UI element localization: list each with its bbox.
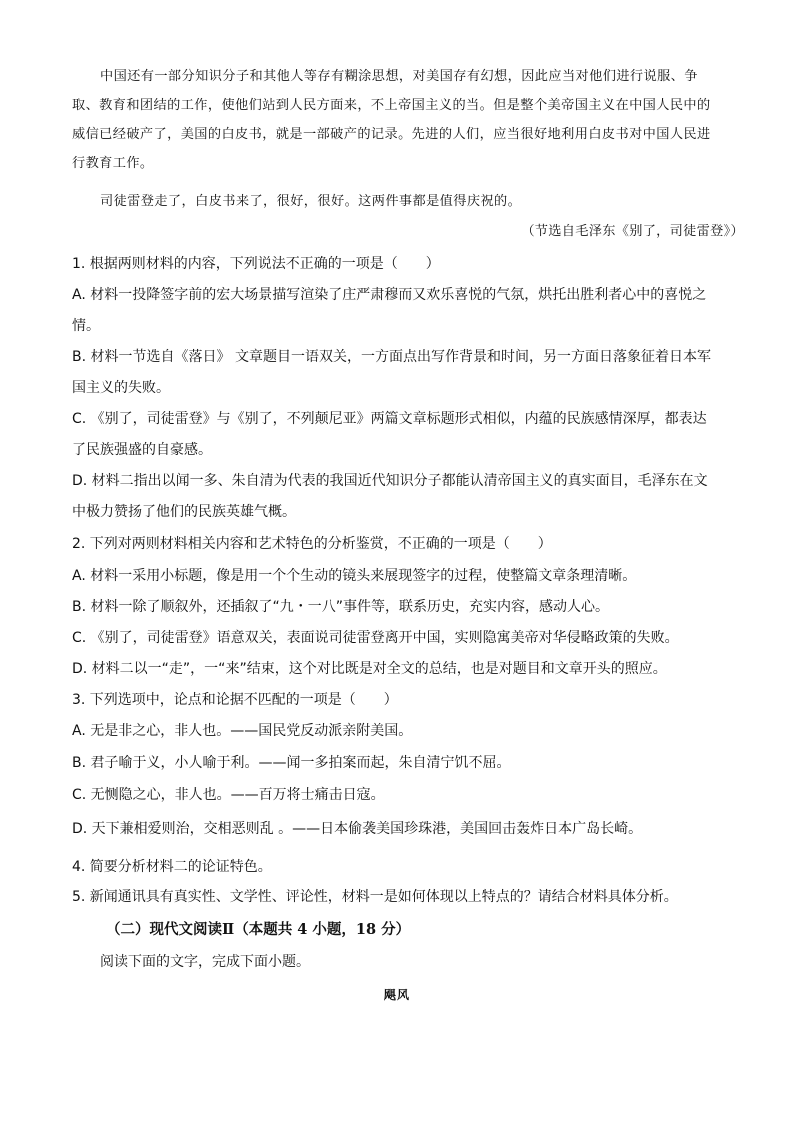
- question-2-stem: 2. 下列对两则材料相关内容和艺术特色的分析鉴赏，不正确的一项是（ ）: [72, 536, 552, 552]
- question-1-stem: 1. 根据两则材料的内容，下列说法不正确的一项是（ ）: [72, 256, 440, 272]
- question-1-option-c: C. 《别了，司徒雷登》与《别了，不列颠尼亚》两篇文章标题形式相似，内蕴的民族感情深厚，都表达了民族强盛的自豪感。: [72, 411, 707, 458]
- question-3-option-c: C. 无恻隐之心，非人也。——百万将士痛击日寇。: [72, 787, 385, 803]
- question-2-option-a: A. 材料一采用小标题，像是用一个个生动的镜头来展现签字的过程，使整篇文章条理清晰。: [72, 568, 637, 584]
- question-1-option-a: A. 材料一投降签字前的宏大场景描写渲染了庄严肃穆而又欢乐喜悦的气氛，烘托出胜利者心中的喜悦之情。: [72, 287, 707, 334]
- question-3-option-d: D. 天下兼相爱则治，交相恶则乱 。——日本偷袭美国珍珠港，美国回击轰炸日本广岛长崎。: [72, 821, 643, 837]
- question-3-stem: 3. 下列选项中，论点和论据不匹配的一项是（ ）: [72, 692, 398, 708]
- section-heading: （二）现代文阅读Ⅱ（本题共 4 小题，18 分）: [106, 921, 411, 938]
- passage-paragraph-1: 中国还有一部分知识分子和其他人等存有糊涂思想，对美国存有幻想，因此应当对他们进行说服、争取、教育和团结的工作，使他们站到人民方面来，不上帝国主义的当。但是整个美帝国主义在中国人民中的威信已经破产了，美国的白皮书，就是一部破产的记录。先进的人们，应当很好地利用白皮书对中国人民进行教育工作。: [72, 69, 711, 171]
- passage-source: （节选自毛泽东《别了，司徒雷登》）: [521, 224, 744, 239]
- question-3-option-a: A. 无是非之心，非人也。——国民党反动派亲附美国。: [72, 723, 413, 739]
- passage-paragraph-2: 司徒雷登走了，白皮书来了，很好，很好。这两件事都是值得庆祝的。: [100, 194, 522, 209]
- question-3-option-b: B. 君子喻于义，小人喻于利。——闻一多拍案而起，朱自清宁饥不屈。: [72, 755, 511, 771]
- section-instruction: 阅读下面的文字，完成下面小题。: [100, 954, 310, 970]
- question-5: 5. 新闻通讯具有真实性、文学性、评论性，材料一是如何体现以上特点的？请结合材料具体分析。: [72, 889, 678, 905]
- article-title: 飓风: [383, 988, 410, 1002]
- question-1-option-b: B. 材料一节选自《落日》 文章题目一语双关，一方面点出写作背景和时间，另一方面日落象征着日本军国主义的失败。: [72, 349, 711, 396]
- question-4: 4. 简要分析材料二的论证特色。: [72, 859, 272, 875]
- question-2-option-b: B. 材料一除了顺叙外，还插叙了“九・一八”事件等，联系历史，充实内容，感动人心。: [72, 599, 610, 615]
- question-2-option-d: D. 材料二以一“走”，一“来”结束，这个对比既是对全文的总结，也是对题目和文章开头的照应。: [72, 661, 667, 677]
- question-2-option-c: C. 《别了，司徒雷登》语意双关，表面说司徒雷登离开中国，实则隐寓美帝对华侵略政策的失败。: [72, 630, 679, 646]
- question-1-option-d: D. 材料二指出以闻一多、朱自清为代表的我国近代知识分子都能认清帝国主义的真实面目，毛泽东在文中极力赞扬了他们的民族英雄气概。: [72, 473, 708, 520]
